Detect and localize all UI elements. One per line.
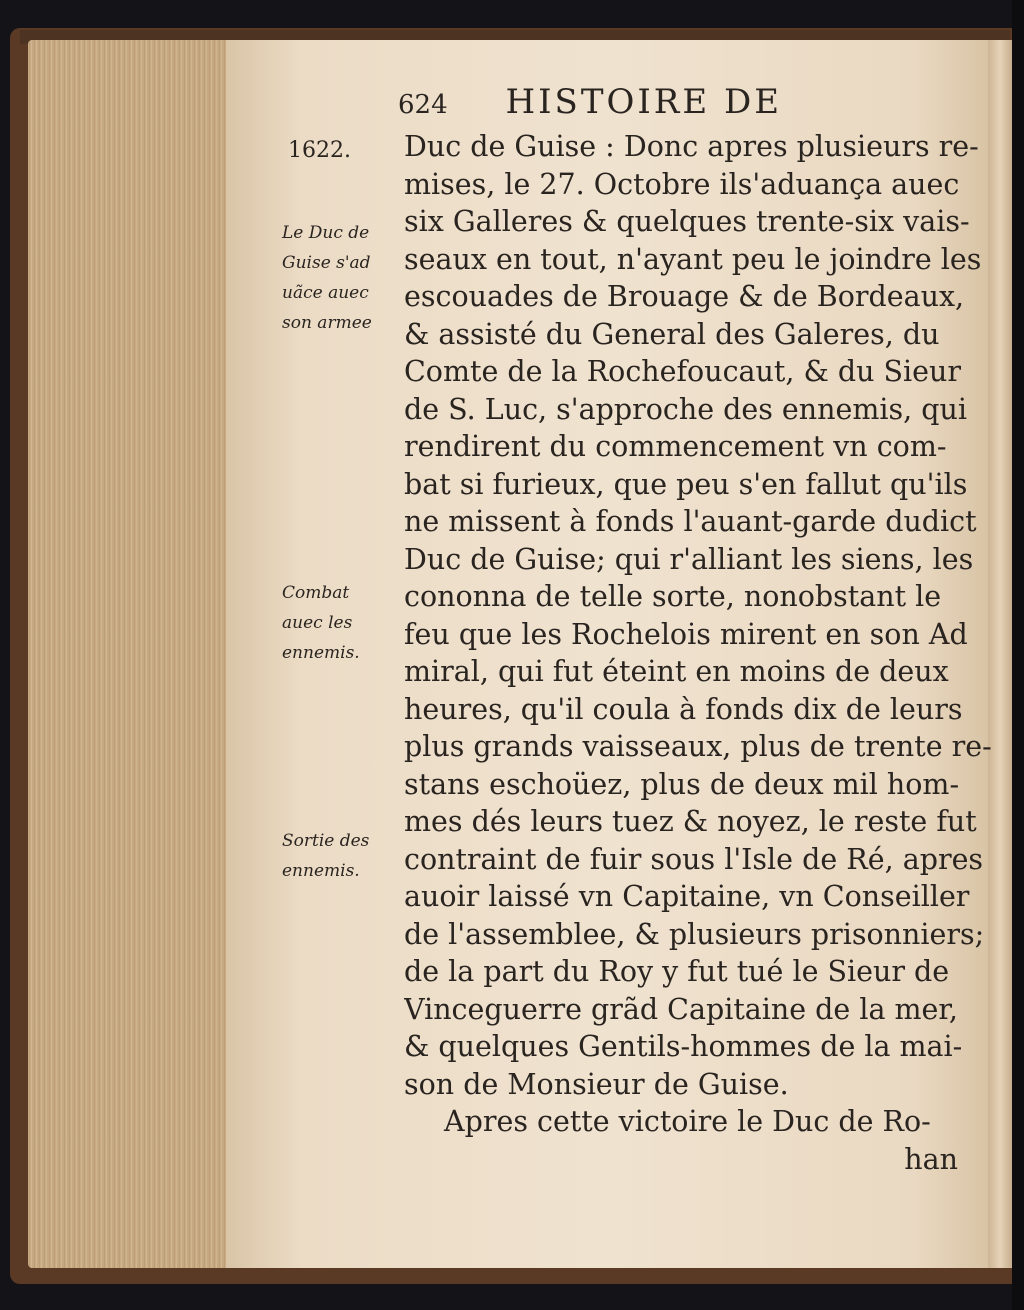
text-line: & assisté du General des Galeres, du (404, 317, 940, 351)
text-line: heures, qu'il coula à fonds dix de leurs (404, 692, 963, 726)
text-line: de l'assemblee, & plusieurs prisonniers; (404, 917, 985, 951)
text-line: cononna de telle sorte, nonobstant le (404, 580, 942, 613)
text-line: de la part du Roy y fut tué le Sieur de (404, 955, 950, 988)
text-line: mes dés leurs tuez & noyez, le reste fut (404, 805, 977, 838)
text-line: feu que les Rochelois mirent en son Ad (404, 617, 968, 651)
margin-note (282, 218, 372, 338)
running-head (398, 82, 918, 124)
text-line: son de Monsieur de Guise. (404, 1067, 789, 1101)
paragraph-line: Apres cette victoire le Duc de Ro- (444, 1105, 931, 1138)
text-line: stans eschoüez, plus de deux mil hom- (404, 767, 960, 801)
text-line: plus grands vaisseaux, plus de trente re- (404, 730, 992, 763)
running-title: HISTOIRE DE (505, 82, 783, 122)
margin-year: 1622. (288, 138, 351, 163)
margin-note-line: auec les (282, 613, 353, 633)
margin-note-line: Le Duc de (282, 223, 370, 243)
margin-note-line: Guise s'ad (282, 253, 371, 273)
text-line: Vinceguerre grãd Capitaine de la mer, (404, 992, 958, 1026)
margin-note-line: ennemis. (282, 861, 360, 881)
margin-note (282, 578, 360, 668)
text-line: seaux en tout, n'ayant peu le joindre les (404, 242, 982, 276)
text-line: six Galleres & quelques trente-six vais- (404, 205, 970, 238)
text-line: de S. Luc, s'approche des ennemis, qui (404, 392, 967, 426)
text-line: escouades de Brouage & de Bordeaux, (404, 280, 965, 313)
catchword: han (904, 1142, 958, 1176)
text-line: miral, qui fut éteint en moins de deux (404, 655, 949, 688)
text-line: Comte de la Rochefoucaut, & du Sieur (404, 355, 962, 388)
text-line: Duc de Guise : Donc apres plusieurs re- (404, 130, 979, 163)
text-line: ne missent à fonds l'auant-garde dudict (404, 505, 977, 538)
text-line: Duc de Guise; qui r'alliant les siens, les (404, 542, 974, 576)
text-line: auoir laissé vn Capitaine, vn Conseiller (404, 880, 970, 913)
text-line: mises, le 27. Octobre ils'aduança auec (404, 167, 960, 201)
spine-shadow (1012, 0, 1024, 1310)
text-line: & quelques Gentils-hommes de la mai- (404, 1030, 963, 1063)
text-line: contraint de fuir sous l'Isle de Ré, apres (404, 842, 984, 876)
page-number: 624 (398, 90, 448, 120)
margin-note (282, 826, 369, 886)
margin-note-line: ennemis. (282, 643, 360, 663)
body-text (404, 128, 994, 1178)
margin-note-line: son armee (282, 313, 372, 333)
text-line: bat si furieux, que peu s'en fallut qu'ils (404, 467, 968, 501)
text-line: rendirent du commencement vn com- (404, 430, 947, 463)
margin-note-line: Combat (282, 583, 350, 603)
page-edges (28, 40, 228, 1268)
margin-note-line: uãce auec (282, 283, 369, 303)
margin-note-line: Sortie des (282, 831, 370, 851)
